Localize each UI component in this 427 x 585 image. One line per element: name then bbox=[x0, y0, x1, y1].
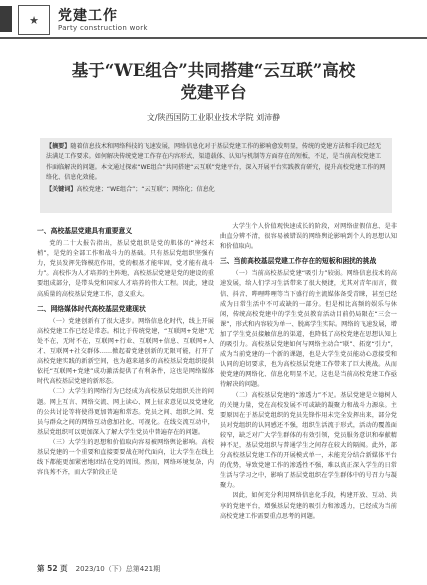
header-accent-bar bbox=[0, 6, 12, 32]
logo-glyph: ★ bbox=[29, 13, 39, 27]
keywords bbox=[46, 185, 386, 195]
article-title bbox=[0, 60, 427, 104]
paragraph: 因此，如何充分利用网络信息化手段，构建开放、互动、共享的党建平台，增强基层党建的吸引力和渗透力，已经成为当前高校党建工作需要重点思考的问题。 bbox=[220, 492, 397, 520]
title-line-2: 党建平台 bbox=[180, 83, 247, 102]
column-title: 党建工作 bbox=[58, 8, 118, 24]
abstract-text: 随着信息技术和网络科技的飞速发展，网络信息化对于基层党建工作的影响愈发明显，传统的党建方法和手段已经无法满足工作要求。如何解决传统党建工作存在内容形式、渠道载体、认知与机制等方面存在的短板，不足，是当前高校党建工作面临解决的问题。本文通过探索“WE组合”共同搭建“云互联”党建平台，深入开展平台实践教育研究，提升高校党建工作的网络化、信息化效能。 bbox=[46, 143, 386, 182]
page-footer bbox=[37, 563, 160, 574]
issue-info: 2023/10（下）总第421期 bbox=[75, 564, 161, 573]
column-header bbox=[0, 0, 427, 58]
column-subtitle: Party construction work bbox=[58, 24, 148, 32]
page-number: 第 52 页 bbox=[37, 564, 68, 573]
column-logo-icon bbox=[18, 5, 50, 35]
paragraph: 大学生个人价值观快速成长的阶段，对网络虚假信息、是非曲直分辨不清，很容易被错误的网络舆论影响到个人的思想认知和价值取向。 bbox=[220, 223, 397, 251]
keywords-text: 高校党建；“WE组合”；“云互联”；网络化；信息化 bbox=[76, 185, 215, 193]
article-authors: 文/陕西国防工业职业技术学院 刘沛静 bbox=[146, 113, 281, 122]
paragraph: （一）党建创新有了很大进步。网络信息化时代，线上开展高校党建工作已经是常态。相比于传统党建，“互联网+党建”无处不在，无时不在，互联网+行业、互联网+信息、互联网+人才、互联网+社交群体……掀起着党建创新的无限可能，打开了高校党建实践的新新空间，也为越来越多的高校基层党组织提供依托“互联网+党建”成功激活提供了有利条件，这也是网络媒体时代高校基层党建的新形态。 bbox=[37, 317, 214, 386]
section-heading-1: 一、高校基层党建具有重要意义 bbox=[37, 227, 133, 235]
left-column bbox=[37, 222, 214, 478]
abstract-label: 【摘要】 bbox=[46, 143, 71, 150]
paragraph: 党的二十大报告指出，基层党组织是党的肌体的“神经末梢”，是党的全部工作和战斗力的基础。只有基层党组织坚强有力，党员发挥先锋模范作用，党的根基才能牢固，党才能有战斗力”。高校作为人才培养的主阵地，高校基层党建是党的建设的重要组成部分，是带头党和国家人才培养的伟大工程。因此，建设高质量的高校基层党建工作，意义重大。 bbox=[37, 240, 214, 298]
header-divider bbox=[0, 37, 427, 39]
paragraph: （二）大学生的网络行为已经成为高校基层党组织关注的问题。网上互言、网络交流、网上读心、网上征求意见以及党建化的公共讨论等将使得更加普遍和常态。党员之间、组织之间、党员与群众之间的网络互动愈加社化、可视化。在线交流互动中，基层党组织可以更加深入了解大学生党员中普遍存在的问题。 bbox=[37, 388, 214, 436]
section-heading-2: 二、网络媒体时代高校基层党建现状 bbox=[37, 304, 146, 313]
abstract bbox=[46, 142, 386, 184]
paragraph: （三）大学生的思想和价值取向容易被网络舆论影响。高校基层党建的一个重要和直接要要战在时代面向，让大学生在线上线下都能更加紧密地团结在党的周围。然而，网络环境复杂，内容良莠不齐，而大学阶段正是 bbox=[37, 438, 214, 477]
abstract-box bbox=[40, 138, 392, 213]
title-line-1: 基于“WE组合”共同搭建“云互联”高校 bbox=[71, 61, 356, 80]
keywords-label: 【关键词】 bbox=[46, 185, 77, 193]
section-heading-3: 三、当前高校基层党建工作存在的短板和困扰的挑战 bbox=[220, 257, 377, 266]
paragraph: （二）高校基层党建的“渗透力”不足。基层党建是立德树人的关键力量，党在高校发展不可或缺的凝聚力和战斗力源泉。主要原因在于基层党组织的党员先锋作用未完全发挥出来，部分党员对党组织的认同感还不强，组织生活流于形式，活动的覆盖面较窄，缺乏对广大学生群体的有效引领，党员服务意识和奉献精神不足，基层党组织与普通学生之间存在较大的隔阂。此外，部分高校基层党建工作的开展模式单一，未能充分结合新媒体平台的优势，导致党建工作的渗透性不强，难以真正深入学生的日常生活与学习之中，影响了基层党组织在学生群体中的号召力与凝聚力。 bbox=[220, 391, 397, 490]
paragraph: （一）当前高校基层党建“吸引力”较弱。网络信息技术的高速发展，给人们学习生活带来了很大便捷，尤其对青年而言，微信、抖音、哔哩哔哩等当下盛行的主流媒体备受青睐，甚至已经成为日常生活中不可或缺的一部分。但是相比高频的娱乐与休闲，传统高校党建中的学生党员教育活动目前仍局限在“三会一课”，形式和内容较为单一、脱离学生实际。网络的飞速发展，增加了学生党员接触信息的渠道，也降低了高校党建在思想认知上的吸引力。高校基层党建如何与网络主动合“联”、拓宽“引力”，成为当前党建的一个新的课题，也是大学生党员能动心意接受和认同的迫切要求，也为高校基层党建工作带来了巨大挑战。从而使党建的网络化、信息化明显不足，这也是当前高校党建工作亟待解决的问题。 bbox=[220, 270, 397, 389]
right-column bbox=[220, 222, 397, 522]
